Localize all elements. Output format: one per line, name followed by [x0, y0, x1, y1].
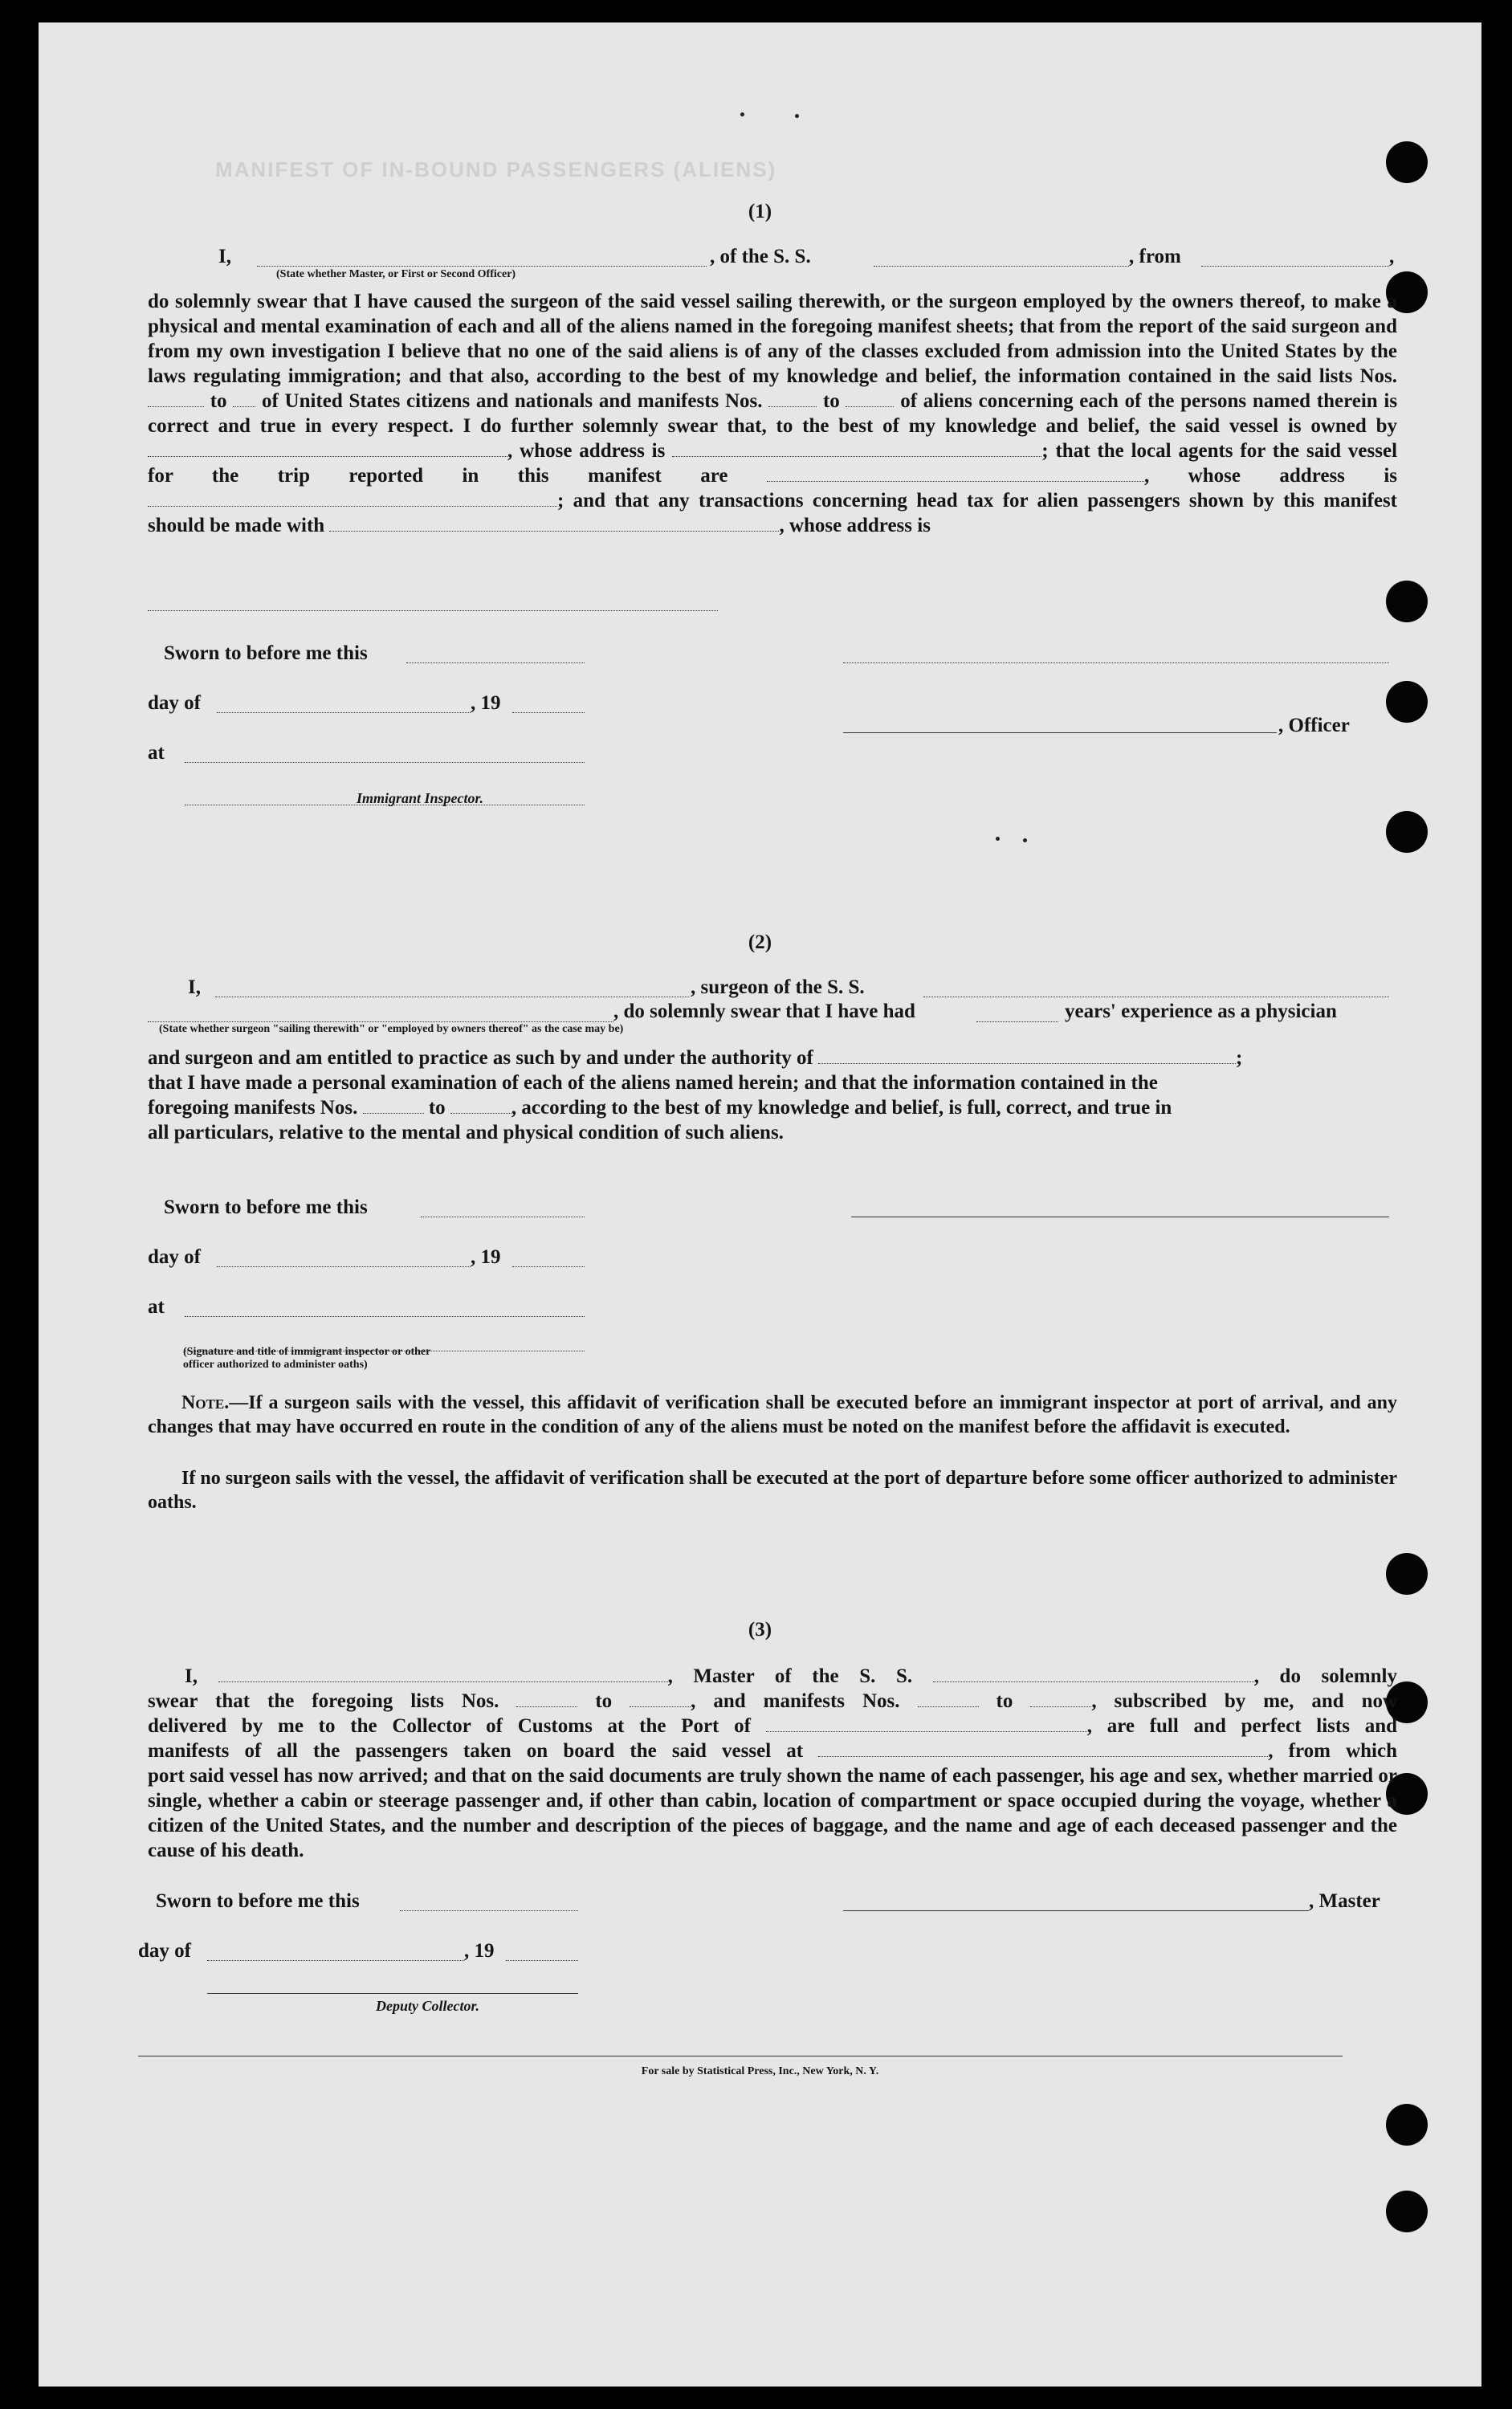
- s3-i-label: I,: [185, 1665, 198, 1687]
- s2-body-c: foregoing manifests Nos.: [148, 1097, 358, 1119]
- s1-year-label: , 19: [471, 692, 501, 714]
- s2-surgeon-type-line: [148, 1021, 613, 1022]
- punch-hole: [1386, 681, 1428, 723]
- s3-to-2: to: [996, 1690, 1013, 1712]
- s2-note-label: Note.: [181, 1392, 230, 1413]
- s3-body-paragraph: [148, 1664, 1397, 1863]
- s1-vessel-line: [874, 266, 1129, 267]
- s3-master-of: , Master of the S. S.: [667, 1665, 913, 1687]
- s1-day-of-label: day of: [148, 692, 201, 714]
- s3-master-signature-line: [843, 1910, 1309, 1911]
- s3-deputy-caption: Deputy Collector.: [376, 1998, 479, 2014]
- s2-surgeon-of-label: , surgeon of the S. S.: [691, 976, 865, 998]
- s2-years-label: years' experience as a physician: [1065, 1001, 1337, 1022]
- s1-day-line: [217, 712, 471, 713]
- s3-full-perfect: , are full and perfect lists and: [1086, 1715, 1398, 1737]
- s1-from-label: , from: [1129, 246, 1181, 267]
- punch-hole: [1386, 1553, 1428, 1595]
- s3-and-manifests: , and manifests Nos.: [691, 1690, 900, 1712]
- s1-to-1: to: [210, 390, 227, 412]
- s3-to-1: to: [595, 1690, 613, 1712]
- s2-years-line: [976, 1021, 1058, 1022]
- punch-hole: [1386, 581, 1428, 622]
- s2-year-line: [512, 1266, 585, 1267]
- s1-sworn-label: Sworn to before me this: [164, 642, 368, 664]
- punch-hole: [1386, 811, 1428, 853]
- punch-hole: [1386, 2191, 1428, 2232]
- s2-note-text-2: If no surgeon sails with the vessel, the affidavit of verification shall be executed at the port of departure before some officer authorized to administer oaths.: [148, 1468, 1397, 1513]
- bleed-through-text: MANIFEST OF IN-BOUND PASSENGERS (ALIENS): [215, 157, 777, 181]
- footer-imprint: For sale by Statistical Press, Inc., New York, N. Y.: [641, 2065, 879, 2077]
- s2-note-2: [148, 1466, 1397, 1514]
- s3-manifests-all: manifests of all the passengers taken on board the said vessel at: [148, 1740, 804, 1762]
- s2-day-line: [217, 1266, 471, 1267]
- s3-day-of-label: day of: [138, 1940, 191, 1962]
- s2-note: [148, 1391, 1397, 1439]
- s1-comma: ,: [1389, 246, 1395, 267]
- s1-address-line: [148, 610, 718, 611]
- speck: [795, 114, 799, 118]
- s1-head-tax: ; and that any transactions concerning head tax for alien passengers shown by this manifest should be made with: [148, 490, 1397, 536]
- s1-officer-caption: (State whether Master, or First or Second Officer): [276, 268, 516, 280]
- s1-body-paragraph: do solemnly swear that I have caused the surgeon of the said vessel sailing therewith, or the surgeon employed by the owners thereof, to make a physical and mental examination of each and all of the aliens named in the foregoing manifest sheets; that from the report of the said surgeon and from my own investigation I believe that no one of the said aliens is of any of the classes excluded from admission into the United States by the laws regulating immigration; and that also, according to the best of my knowledge and belief, the information contained in the said lists Nos. to of United States citizens and nationals and manifests Nos. to of aliens concerning each of the persons named therein is correct and true in every respect. I do further solemnly swear that, to the best of my knowledge and belief, the said vessel is owned by , whose address is ; that the local agents for the said vessel for the trip reported in this manifest are , whose address is ; and that any transactions concerning head tax for alien passengers shown by this manifest should be made with , whose address is: [148, 291, 1398, 536]
- s1-whose-address-is: , whose address is: [507, 440, 666, 462]
- speck: [1023, 838, 1027, 842]
- s1-from-line: [1201, 266, 1389, 267]
- s2-surgeon-caption: (State whether surgeon "sailing therewith" or "employed by owners thereof" as the case may be): [159, 1023, 624, 1035]
- s2-body-paragraph: and surgeon and am entitled to practice as such by and under the authority of ; that I have made a personal examination of each of the aliens named herein; and that the information contained in the foregoing manifests Nos. to , according to the best of my knowledge and belief, is full, correct, and true in all particulars, relative to the mental and physical condition of such aliens.: [148, 1047, 1243, 1143]
- s2-signature-caption: (Signature and title of immigrant inspector or other officer authorized to administer oaths): [183, 1346, 431, 1371]
- s1-whose-address-end: , whose address is: [779, 515, 931, 536]
- s3-year-label: , 19: [464, 1940, 495, 1962]
- s2-to: to: [428, 1097, 446, 1119]
- s3-deputy-line: [207, 1993, 578, 1994]
- s2-body-a: and surgeon and am entitled to practice as such by and under the authority of: [148, 1047, 813, 1069]
- s1-at-label: at: [148, 742, 165, 764]
- s1-owned-by: the said vessel is owned by: [1149, 415, 1398, 437]
- s1-officer-label: , Officer: [1278, 715, 1350, 736]
- s1-body-c: of aliens concerning each of the persons named therein is correct and true in every respect. I do further solemnly swear that, to the best of my knowledge and belief,: [148, 390, 1398, 437]
- punch-hole: [1386, 141, 1428, 183]
- s2-body-e: all particulars, relative to the mental and physical condition of such aliens.: [148, 1122, 784, 1143]
- s1-i-label: I,: [218, 246, 231, 267]
- s2-body-b: that I have made a personal examination of each of the aliens named herein; and that the information contained in the: [148, 1072, 1158, 1094]
- s1-year-line: [512, 712, 585, 713]
- s2-at-label: at: [148, 1296, 165, 1318]
- s3-delivered: delivered by me to the Collector of Customs at the Port of: [148, 1715, 751, 1737]
- s2-i-label: I,: [188, 976, 201, 998]
- s2-note-text: —If a surgeon sails with the vessel, this affidavit of verification shall be executed before an immigrant inspector at port of arrival, and any changes that may have occurred en route in the condition of any of the aliens must be noted on the manifest before the affidavit is executed.: [148, 1392, 1397, 1437]
- section-2-number: (2): [748, 931, 772, 953]
- s1-right-line-1: [843, 662, 1389, 663]
- s3-year-line: [506, 1960, 578, 1961]
- manifest-page: [39, 22, 1481, 2387]
- s3-sworn-line: [400, 1910, 578, 1911]
- s3-sworn-label: Sworn to before me this: [156, 1890, 360, 1912]
- s3-do-solemnly: , do solemnly: [1253, 1665, 1397, 1687]
- s2-year-label: , 19: [471, 1246, 501, 1268]
- s2-at-line: [185, 1316, 585, 1317]
- s1-officer-name-line: [257, 266, 707, 267]
- s1-sworn-line: [406, 662, 585, 663]
- s3-from-which: , from which: [1268, 1740, 1397, 1762]
- speck: [996, 837, 1000, 841]
- s1-of-ss-label: , of the S. S.: [710, 246, 811, 267]
- s1-body-a: do solemnly swear that I have caused the surgeon of the said vessel sailing therewith, or the surgeon employed by the owners thereof, to make a physical and mental examination of each and all of the aliens named in the foregoing manifest sheets; that from the report of the said surgeon and from my own investigation I believe that no one of the said aliens is of any of the classes excluded from admission into the United States by the laws regulating immigration; and that also, according to the best of my knowledge and belief, the information contained in the said lists Nos.: [148, 291, 1397, 387]
- section-1-number: (1): [748, 201, 772, 222]
- s1-body-b: of United States citizens and nationals and manifests Nos.: [261, 390, 763, 412]
- s1-whose-address: whose address is: [1188, 465, 1398, 487]
- s1-to-2: to: [822, 390, 840, 412]
- speck: [740, 112, 744, 116]
- s2-swear-label: , do solemnly swear that I have had: [613, 1001, 915, 1022]
- s2-body-d: , according to the best of my knowledge and belief, is full, correct, and true in: [511, 1097, 1172, 1119]
- s2-sworn-label: Sworn to before me this: [164, 1196, 368, 1218]
- s3-body-rest: port said vessel has now arrived; and that on the said documents are truly shown the name of each passenger, his age and sex, whether married or single, whether a cabin or steerage passenger and, if other than cabin, location of compartment or space occupied during the voyage, whether a citizen of the United States, and the number and description of the pieces of baggage, and the name and age of each deceased passenger and the cause of his death.: [148, 1765, 1397, 1861]
- s1-officer-signature-line: [843, 732, 1277, 733]
- s1-inspector-caption: Immigrant Inspector.: [357, 790, 484, 806]
- s1-at-line: [185, 762, 585, 763]
- s2-day-of-label: day of: [148, 1246, 201, 1268]
- s3-master-label: , Master: [1309, 1890, 1380, 1912]
- s3-day-line: [207, 1960, 464, 1961]
- s3-subscribed: , subscribed by me, and now: [1091, 1690, 1398, 1712]
- s1-local-agents: that the local agents for the said vessel for the trip reported in this manifest are: [148, 440, 1398, 487]
- punch-hole: [1386, 2104, 1428, 2146]
- section-3-number: (3): [748, 1619, 772, 1641]
- s3-swear-lists: swear that the foregoing lists Nos.: [148, 1690, 499, 1712]
